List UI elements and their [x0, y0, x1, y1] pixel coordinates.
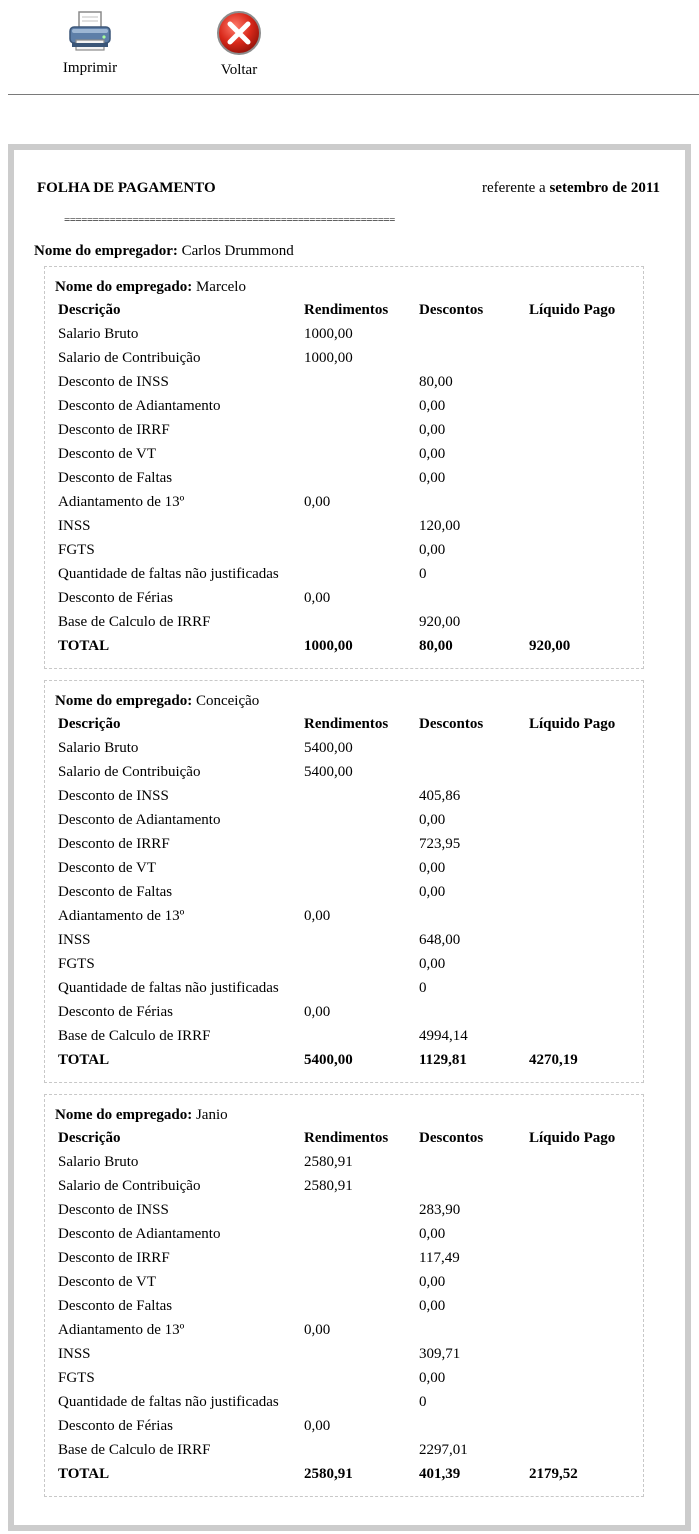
desc-cell: TOTAL [58, 1466, 110, 1482]
desc-cell: TOTAL [58, 1052, 110, 1068]
employee-label: Nome do empregado: [55, 1107, 193, 1123]
table-row [45, 1004, 643, 1028]
employee-block [44, 680, 644, 1083]
descontos-cell: 0,00 [419, 1226, 446, 1242]
descontos-cell: 401,39 [419, 1466, 461, 1482]
table-row [45, 470, 643, 494]
table-row [45, 1418, 643, 1442]
desc-cell: Quantidade de faltas não justificadas [58, 980, 279, 996]
rendimentos-cell: Rendimentos [304, 716, 389, 732]
table-row [45, 932, 643, 956]
table-row [45, 1154, 643, 1178]
separator-line: ========================================================== [64, 216, 395, 224]
table-row [45, 1394, 643, 1418]
desc-cell: INSS [58, 518, 91, 534]
total-row [45, 638, 643, 662]
table-row [45, 1178, 643, 1202]
descontos-cell: 0,00 [419, 446, 446, 462]
rendimentos-cell: 2580,91 [304, 1154, 353, 1170]
employee-label: Nome do empregado: [55, 693, 193, 709]
descontos-cell: 1129,81 [419, 1052, 467, 1068]
reference-prefix: referente a [482, 180, 546, 196]
desc-cell: Adiantamento de 13º [58, 494, 185, 510]
descontos-cell: 309,71 [419, 1346, 461, 1362]
descontos-cell: 0 [419, 566, 427, 582]
employee-name-line [55, 279, 246, 296]
table-row [45, 494, 643, 518]
payroll-sheet [8, 144, 691, 1531]
descontos-cell: 0,00 [419, 542, 446, 558]
desc-cell: INSS [58, 932, 91, 948]
desc-cell: Quantidade de faltas não justificadas [58, 566, 279, 582]
desc-cell: Desconto de Adiantamento [58, 812, 221, 828]
descontos-cell: 0,00 [419, 422, 446, 438]
rendimentos-cell: 1000,00 [304, 326, 353, 342]
descontos-cell: 0,00 [419, 1370, 446, 1386]
employee-name: Janio [195, 1107, 228, 1123]
close-icon [216, 10, 262, 56]
desc-cell: Descrição [58, 1130, 121, 1146]
employee-name-line [55, 1107, 228, 1124]
desc-cell: Quantidade de faltas não justificadas [58, 1394, 279, 1410]
desc-cell: FGTS [58, 956, 95, 972]
rendimentos-cell: 1000,00 [304, 638, 353, 654]
descontos-cell: 0,00 [419, 470, 446, 486]
report-reference [482, 180, 660, 197]
toolbar [0, 0, 699, 96]
liquido-cell: 920,00 [529, 638, 571, 654]
desc-cell: Desconto de INSS [58, 1202, 169, 1218]
table-row [45, 812, 643, 836]
descontos-cell: 920,00 [419, 614, 461, 630]
desc-cell: Adiantamento de 13º [58, 908, 185, 924]
desc-cell: Salario de Contribuição [58, 350, 201, 366]
desc-cell: INSS [58, 1346, 91, 1362]
table-row [45, 1322, 643, 1346]
table-row [45, 1028, 643, 1052]
descontos-cell: Descontos [419, 302, 484, 318]
desc-cell: Desconto de IRRF [58, 422, 170, 438]
table-row [45, 1442, 643, 1466]
rendimentos-cell: 5400,00 [304, 740, 353, 756]
rendimentos-cell: Rendimentos [304, 1130, 389, 1146]
table-row [45, 326, 643, 350]
table-row [45, 788, 643, 812]
descontos-cell: 4994,14 [419, 1028, 468, 1044]
employee-label: Nome do empregado: [55, 279, 193, 295]
desc-cell: Desconto de INSS [58, 788, 169, 804]
descontos-cell: 0,00 [419, 398, 446, 414]
table-row [45, 764, 643, 788]
employee-block [44, 266, 644, 669]
desc-cell: Desconto de Faltas [58, 470, 173, 486]
table-row [45, 836, 643, 860]
rendimentos-cell: 5400,00 [304, 1052, 353, 1068]
descontos-cell: 0,00 [419, 884, 446, 900]
descontos-cell: 283,90 [419, 1202, 461, 1218]
report-title: FOLHA DE PAGAMENTO [37, 180, 216, 196]
table-header [45, 1130, 643, 1154]
liquido-cell: Líquido Pago [529, 302, 616, 318]
table-row [45, 908, 643, 932]
table-row [45, 1370, 643, 1394]
rendimentos-cell: 0,00 [304, 908, 331, 924]
employee-name-line [55, 693, 259, 710]
printer-icon [66, 10, 114, 54]
desc-cell: Descrição [58, 302, 121, 318]
table-row [45, 1250, 643, 1274]
desc-cell: Salario Bruto [58, 1154, 139, 1170]
toolbar-divider [8, 94, 699, 95]
table-row [45, 374, 643, 398]
rendimentos-cell: 0,00 [304, 590, 331, 606]
desc-cell: Desconto de Férias [58, 1004, 173, 1020]
table-row [45, 1226, 643, 1250]
table-row [45, 1298, 643, 1322]
desc-cell: Desconto de INSS [58, 374, 169, 390]
back-label: Voltar [220, 62, 258, 78]
rendimentos-cell: 0,00 [304, 1322, 331, 1338]
desc-cell: Desconto de Faltas [58, 1298, 173, 1314]
table-row [45, 956, 643, 980]
liquido-cell: 2179,52 [529, 1466, 578, 1482]
descontos-cell: 0,00 [419, 1298, 446, 1314]
desc-cell: Desconto de VT [58, 860, 157, 876]
table-row [45, 398, 643, 422]
table-header [45, 302, 643, 326]
employee-name: Conceição [195, 693, 260, 709]
desc-cell: Salario de Contribuição [58, 764, 201, 780]
desc-cell: Desconto de Férias [58, 1418, 173, 1434]
descontos-cell: 80,00 [419, 638, 453, 654]
table-row [45, 350, 643, 374]
rendimentos-cell: 2580,91 [304, 1466, 353, 1482]
employee-block [44, 1094, 644, 1497]
descontos-cell: 648,00 [419, 932, 461, 948]
desc-cell: Salario de Contribuição [58, 1178, 201, 1194]
table-row [45, 1274, 643, 1298]
descontos-cell: 0,00 [419, 1274, 446, 1290]
print-button[interactable] [50, 10, 130, 77]
rendimentos-cell: Rendimentos [304, 302, 389, 318]
liquido-cell: Líquido Pago [529, 1130, 616, 1146]
table-row [45, 1346, 643, 1370]
table-row [45, 446, 643, 470]
table-row [45, 980, 643, 1004]
employer-name: Carlos Drummond [181, 243, 294, 259]
employee-name: Marcelo [195, 279, 246, 295]
table-row [45, 422, 643, 446]
descontos-cell: Descontos [419, 1130, 484, 1146]
reference-period: setembro de 2011 [549, 180, 660, 196]
desc-cell: Base de Calculo de IRRF [58, 614, 211, 630]
liquido-cell: 4270,19 [529, 1052, 578, 1068]
descontos-cell: 0,00 [419, 860, 446, 876]
rendimentos-cell: 1000,00 [304, 350, 353, 366]
employer-line [34, 243, 294, 260]
back-button[interactable] [199, 10, 279, 79]
descontos-cell: 0,00 [419, 812, 446, 828]
desc-cell: Base de Calculo de IRRF [58, 1442, 211, 1458]
desc-cell: Descrição [58, 716, 121, 732]
desc-cell: TOTAL [58, 638, 110, 654]
rendimentos-cell: 0,00 [304, 494, 331, 510]
desc-cell: Salario Bruto [58, 326, 139, 342]
desc-cell: Desconto de Faltas [58, 884, 173, 900]
rendimentos-cell: 0,00 [304, 1004, 331, 1020]
descontos-cell: Descontos [419, 716, 484, 732]
liquido-cell: Líquido Pago [529, 716, 616, 732]
table-header [45, 716, 643, 740]
desc-cell: Base de Calculo de IRRF [58, 1028, 211, 1044]
table-row [45, 860, 643, 884]
table-row [45, 1202, 643, 1226]
table-row [45, 542, 643, 566]
table-row [45, 566, 643, 590]
descontos-cell: 80,00 [419, 374, 453, 390]
table-row [45, 614, 643, 638]
print-label: Imprimir [62, 60, 118, 76]
desc-cell: Desconto de Adiantamento [58, 1226, 221, 1242]
desc-cell: Desconto de VT [58, 446, 157, 462]
descontos-cell: 120,00 [419, 518, 461, 534]
desc-cell: Desconto de Adiantamento [58, 398, 221, 414]
table-row [45, 740, 643, 764]
table-row [45, 518, 643, 542]
desc-cell: FGTS [58, 542, 95, 558]
employer-label: Nome do empregador: [34, 243, 178, 259]
desc-cell: Adiantamento de 13º [58, 1322, 185, 1338]
descontos-cell: 405,86 [419, 788, 461, 804]
rendimentos-cell: 5400,00 [304, 764, 353, 780]
desc-cell: Desconto de IRRF [58, 1250, 170, 1266]
table-row [45, 590, 643, 614]
desc-cell: Salario Bruto [58, 740, 139, 756]
descontos-cell: 0 [419, 1394, 427, 1410]
descontos-cell: 0,00 [419, 956, 446, 972]
total-row [45, 1052, 643, 1076]
rendimentos-cell: 2580,91 [304, 1178, 353, 1194]
desc-cell: Desconto de VT [58, 1274, 157, 1290]
desc-cell: Desconto de IRRF [58, 836, 170, 852]
table-row [45, 884, 643, 908]
desc-cell: Desconto de Férias [58, 590, 173, 606]
descontos-cell: 117,49 [419, 1250, 460, 1266]
descontos-cell: 723,95 [419, 836, 461, 852]
descontos-cell: 2297,01 [419, 1442, 468, 1458]
total-row [45, 1466, 643, 1490]
desc-cell: FGTS [58, 1370, 95, 1386]
rendimentos-cell: 0,00 [304, 1418, 331, 1434]
descontos-cell: 0 [419, 980, 427, 996]
